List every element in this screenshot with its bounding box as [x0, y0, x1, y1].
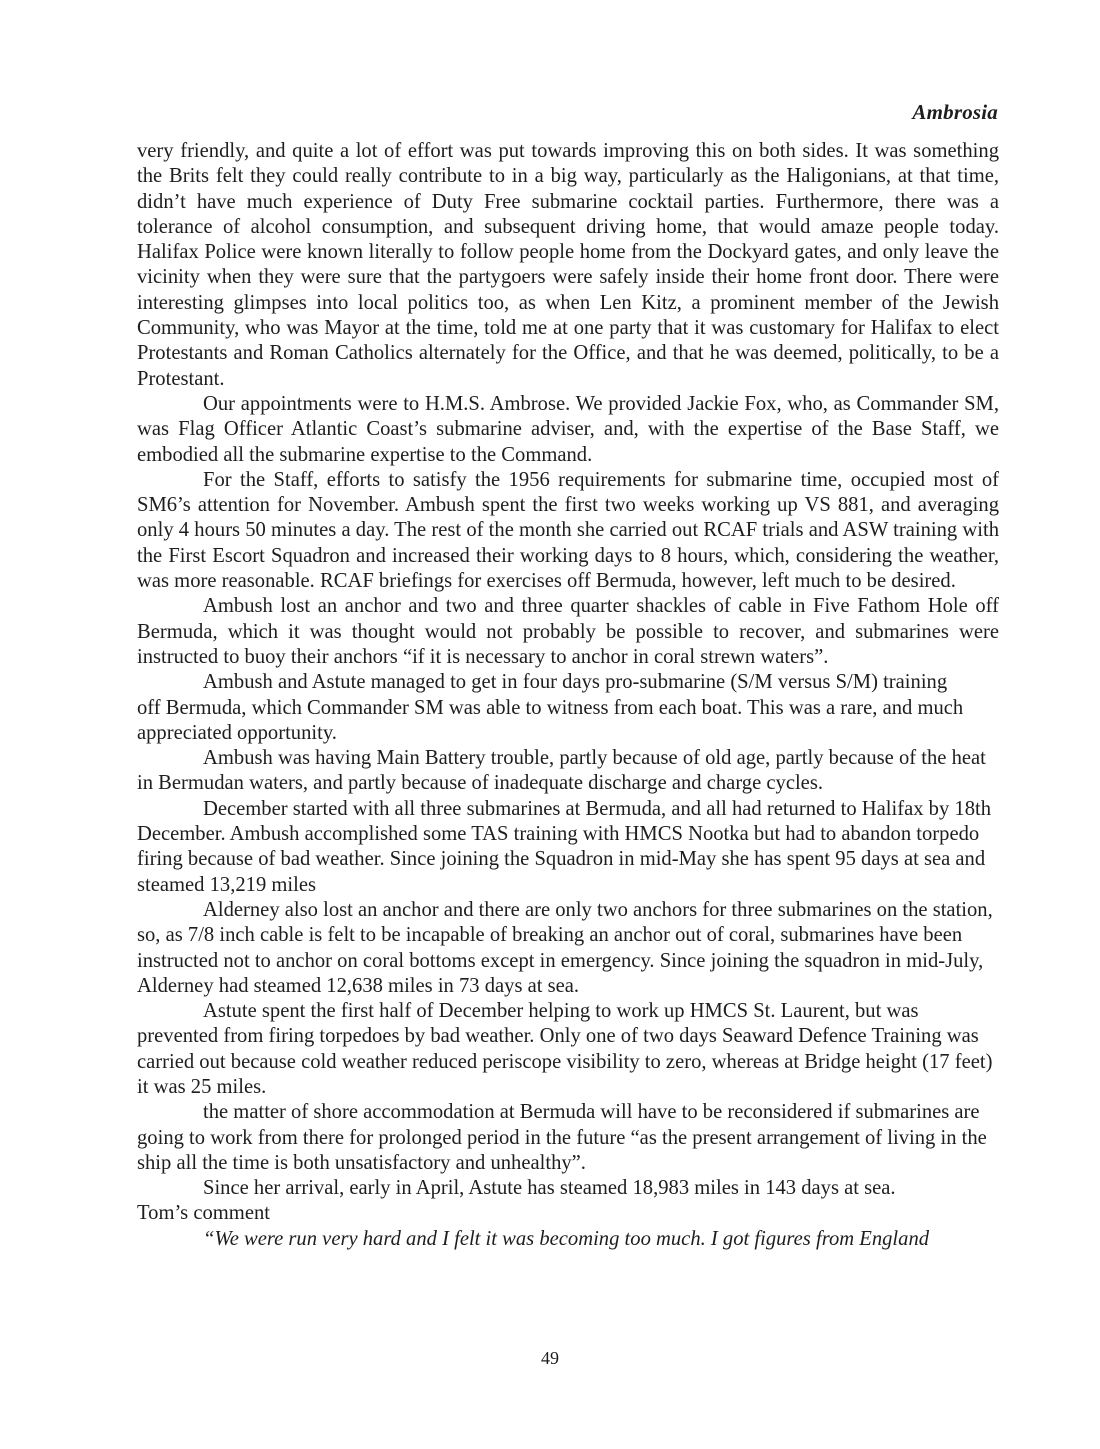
paragraph-toms-comment: Tom’s comment — [137, 1202, 270, 1225]
paragraph-main-battery: Ambush was having Main Battery trouble, partly because of old age, partly because of the heat in Bermudan waters, and partly because of inadequate discharge and charge cycles. — [137, 747, 986, 795]
page-number: 49 — [541, 1348, 559, 1368]
paragraph-astute-mileage: Since her arrival, early in April, Astute has steamed 18,983 miles in 143 days at sea. — [203, 1177, 896, 1200]
paragraph-pro-submarine: Ambush and Astute managed to get in four days pro-submarine (S/M versus S/M) training — [203, 671, 948, 694]
paragraph-december: December started with all three submarines at Bermuda, and all had returned to Halifax by 18th December. Ambush accomplished some TAS training with HMCS Nootka but had to abandon torpedo firing because of bad weather. Since joining the Squadron in mid-May she has spent 95 days at sea and steamed 13,219 miles — [137, 797, 992, 896]
body-text — [137, 139, 999, 1252]
paragraph-astute: Astute spent the first half of December helping to work up HMCS St. Laurent, but was prevented from firing torpedoes by bad weather. Only one of two days Seaward Defence Training was carried out because cold weather reduced periscope visibility to zero, whereas at Bridge height (17 feet) it was 25 miles. — [137, 1000, 993, 1098]
running-head: Ambrosia — [912, 100, 998, 124]
paragraph-shore-accommodation: the matter of shore accommodation at Bermuda will have to be reconsidered if submarines are going to work from there for prolonged period in the future “as the present arrangement of living in the ship all the time is both unsatisfactory and unhealthy”. — [137, 1101, 987, 1174]
paragraph-november: For the Staff, efforts to satisfy the 1956 requirements for submarine time, occupied most of SM6’s attention for November. Ambush spent the first two weeks working up VS 881, and averaging only 4 hours 50 minutes a day. The rest of the month she carried out RCAF trials and ASW training with the First Escort Squadron and increased their working days to 8 hours, which, considering the weather, was more reasonable. RCAF briefings for exercises off Bermuda, however, left much to be desired. — [137, 468, 999, 593]
paragraph-hospitality: very friendly, and quite a lot of effort was put towards improving this on both sides. It was something the Brits felt they could really contribute to in a big way, particularly as the Haligonians, at that time, didn’t have much experience of Duty Free submarine cocktail parties. Furthermore, there was a tolerance of alcohol consumption, and subsequent driving home, that would amaze people today. Halifax Police were known literally to follow people home from the Dockyard gates, and only leave the vicinity when they were sure that the partygoers were safely inside their home front door. There were interesting glimpses into local politics too, as when Len Kitz, a prominent member of the Jewish Community, who was Mayor at the time, told me at one party that it was customary for Halifax to elect Protestants and Roman Catholics alternately for the Office, and that he was deemed, politically, to be a Protestant. — [137, 140, 999, 390]
paragraph-quote: “We were run very hard and I felt it was becoming too much. I got figures from England — [203, 1227, 930, 1250]
paragraph-alderney: Alderney also lost an anchor and there are only two anchors for three submarines on the station, so, as 7/8 inch cable is felt to be incapable of breaking an anchor out of coral, submarines have been instructed not to anchor on coral bottoms except in emergency. Since joining the squadron in mid-July, Alderney had steamed 12,638 miles in 73 days at sea. — [137, 898, 993, 997]
paragraph-ambush-anchor: Ambush lost an anchor and two and three quarter shackles of cable in Five Fathom Hole off Bermuda, which it was thought would not probably be possible to recover, and submarines were instructed to buoy their anchors “if it is necessary to anchor in coral strewn waters”. — [137, 595, 999, 668]
paragraph-appointments: Our appointments were to H.M.S. Ambrose. We provided Jackie Fox, who, as Commander SM, was Flag Officer Atlantic Coast’s submarine adviser, and, with the expertise of the Base Staff, we embodied all the submarine expertise to the Command. — [137, 392, 999, 466]
paragraph-pro-submarine-cont: off Bermuda, which Commander SM was able to witness from each boat. This was a rare, and much appreciated opportunity. — [137, 696, 964, 744]
